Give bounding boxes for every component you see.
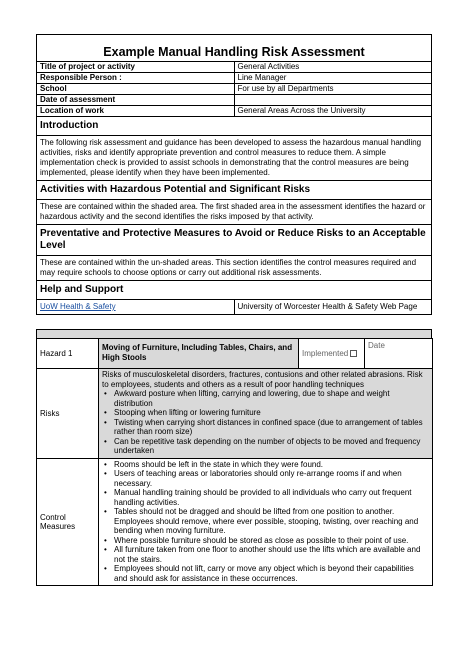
control-measure-item: • Employees should not lift, carry or move any object which is beyond their capabilities and should ask for assistance in these occurrences. [102,564,429,583]
introduction-heading: Introduction [37,117,432,136]
info-value: Line Manager [234,73,432,84]
hazard-title: Moving of Furniture, Including Tables, Chairs, and High Stools [99,339,299,369]
preventative-measures-heading: Preventative and Protective Measures to Avoid or Reduce Risks to an Acceptable Level [37,225,432,256]
introduction-body: The following risk assessment and guidance has been developed to assess the hazardous manual handling activities, risks and identify appropriate prevention and control measures to reduce them. A simple implementation check is provided to assist schools in demonstrating that the control measures are being implemented, please identify when they have been implemented. [37,136,432,181]
info-value: General Activities [234,62,432,73]
implemented-label: Implemented [302,349,349,358]
hazard-table [36,338,433,586]
info-row [37,95,432,106]
control-measure-item: • Where possible furniture should be stored as close as possible to their point of use. [102,536,429,546]
date-label: Date [368,341,385,350]
hazardous-activities-body: These are contained within the shaded area. The first shaded area in the assessment identifies the hazard or hazardous activity and the second identifies the risks imposed by that activity. [37,200,432,225]
risk-item: • Stooping when lifting or lowering furniture [102,408,429,418]
info-label: Title of project or activity [37,62,235,73]
hazardous-activities-heading: Activities with Hazardous Potential and Significant Risks [37,181,432,200]
risk-item: • Can be repetitive task depending on the number of objects to be moved and frequency undertaken [102,437,429,456]
info-label: School [37,84,235,95]
implemented-cell [299,339,365,369]
header-table [36,34,432,315]
risks-label: Risks [37,369,99,459]
control-measure-item: • All furniture taken from one floor to another should use the lifts which are available and not the stairs. [102,545,429,564]
info-value [234,95,432,106]
info-label: Date of assessment [37,95,235,106]
info-value: General Areas Across the University [234,106,432,117]
risks-content [99,369,433,459]
info-row [37,73,432,84]
health-safety-link[interactable]: UoW Health & Safety [40,302,116,311]
control-measure-item: • Manual handling training should be provided to all individuals who carry out frequent handling activities. [102,488,429,507]
help-link-description: University of Worcester Health & Safety Web Page [234,300,432,315]
date-cell [365,339,433,369]
control-measure-item: • Users of teaching areas or laboratories should only re-arrange rooms if and when necessary. [102,469,429,488]
separator-bar [36,329,432,338]
guidance-sections [37,117,432,281]
risks-list [102,389,429,456]
risk-item: • Twisting when carrying short distances in confined space (due to arrangement of tables rather than room size) [102,418,429,437]
control-measure-item: • Rooms should be left in the state in which they were found. [102,460,429,470]
control-measures-label: Control Measures [37,458,99,586]
control-measure-item: • Tables should not be dragged and should be lifted from one position to another. Employees should remove, where ever possible, stooping, twisting, over reaching and bending when moving furniture. [102,507,429,536]
risk-assessment-document [36,34,432,586]
control-measures-list [102,460,429,584]
risks-intro: Risks of musculoskeletal disorders, fractures, contusions and other related abrasions. Risk to employees, students and others as a result of poor handling techniques [102,370,423,389]
implemented-checkbox[interactable] [350,350,357,357]
risk-item: • Awkward posture when lifting, carrying and lowering, due to shape and weight distribution [102,389,429,408]
info-rows [37,62,432,117]
info-value: For use by all Departments [234,84,432,95]
info-label: Responsible Person : [37,73,235,84]
info-row [37,84,432,95]
help-link-cell [37,300,235,315]
preventative-measures-body: These are contained within the un-shaded areas. This section identifies the control measures required and may require schools to choose options or carry out additional risk assessments. [37,256,432,281]
help-heading: Help and Support [37,281,432,300]
info-label: Location of work [37,106,235,117]
control-measures-content [99,458,433,586]
hazard-label: Hazard 1 [37,339,99,369]
document-title: Example Manual Handling Risk Assessment [37,35,432,62]
info-row [37,62,432,73]
info-row [37,106,432,117]
